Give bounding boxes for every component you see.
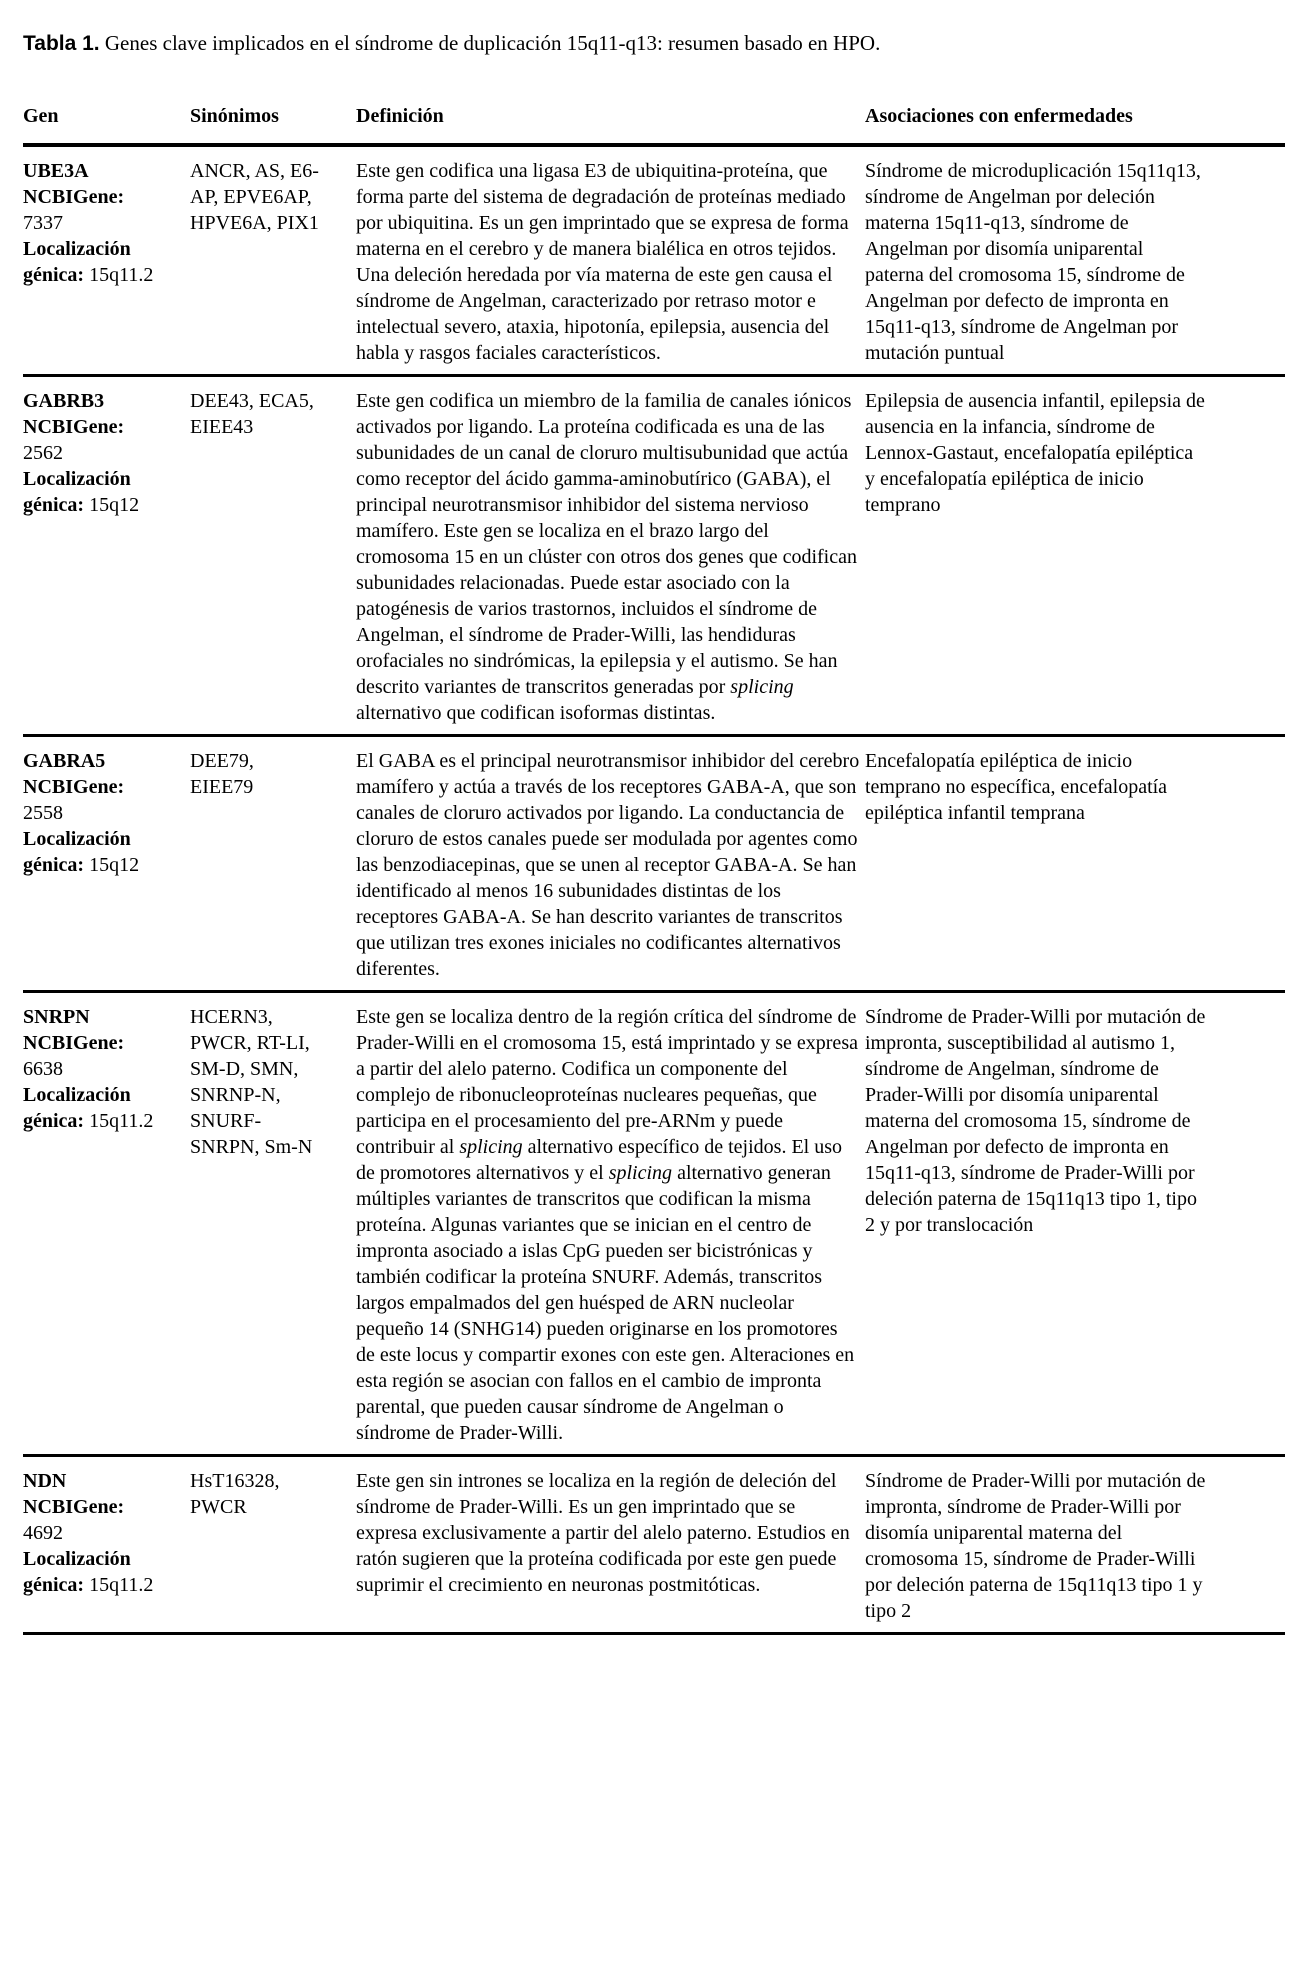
gene-ncbi-id: 2558 — [23, 802, 63, 824]
diseases-cell: Síndrome de Prader-Willi por mutación de impronta, susceptibilidad al autismo 1, síndrome de Angelman, síndrome de Prader-Willi por disomía uniparental materna del cromosoma 15, síndrome de Angelman por defecto de impronta en 15q11-q13, síndrome de Prader-Willi por deleción paterna de 15q11q13 tipo 1, tipo 2 y por translocación — [865, 1006, 1206, 1236]
gene-ncbi-id: 6638 — [23, 1058, 63, 1080]
table-caption-text: Genes clave implicados en el síndrome de duplicación 15q11-q13: resumen basado en HPO. — [99, 31, 881, 55]
gene-ncbi-label: NCBIGene: — [23, 776, 125, 798]
diseases-cell: Encefalopatía epiléptica de inicio temprano no específica, encefalopatía epiléptica infantil temprana — [865, 750, 1168, 824]
diseases-cell: Síndrome de microduplicación 15q11q13, síndrome de Angelman por deleción materna 15q11-q13, síndrome de Angelman por disomía uniparental paterna del cromosoma 15, síndrome de Angelman por defecto de impronta en 15q11-q13, síndrome de Angelman por mutación puntual — [865, 160, 1201, 364]
gene-ncbi-label: NCBIGene: — [23, 416, 125, 438]
gene-location-value: 15q11.2 — [89, 1574, 154, 1596]
gene-location-value: 15q12 — [89, 854, 140, 876]
definition-cell: Este gen codifica una ligasa E3 de ubiquitina-proteína, que forma parte del sistema de degradación de proteínas mediado por ubiquitina. Es un gen imprintado que se expresa de forma materna en el cerebro y de manera bialélica en otros tejidos. Una deleción heredada por vía materna de este gen causa el síndrome de Angelman, caracterizado por retraso motor e intelectual severo, ataxia, hipotonía, epilepsia, ausencia del habla y rasgos faciales característicos. — [356, 160, 849, 364]
table-caption-label: Tabla 1. — [23, 32, 100, 55]
genes-table — [23, 103, 1285, 1635]
gene-location-label: Localización génica: — [23, 828, 131, 876]
gene-ncbi-label: NCBIGene: — [23, 1032, 125, 1054]
gene-ncbi-label: NCBIGene: — [23, 186, 125, 208]
synonyms-cell: HCERN3, PWCR, RT-LI, SM-D, SMN, SNRNP-N, SNURF-SNRPN, Sm-N — [190, 1006, 313, 1158]
definition-cell: Este gen sin intrones se localiza en la región de deleción del síndrome de Prader-Willi. Es un gen imprintado que se expresa exclusivamente a partir del alelo paterno. Estudios en ratón sugieren que la proteína codificada por este gen puede suprimir el crecimiento en neuronas postmitóticas. — [356, 1470, 850, 1596]
gene-cell — [23, 1456, 190, 1634]
gene-ncbi-id: 4692 — [23, 1522, 63, 1544]
definition-cell: Este gen codifica un miembro de la familia de canales iónicos activados por ligando. La proteína codificada es una de las subunidades de un canal de cloruro multisubunidad que actúa como receptor del ácido gamma-aminobutírico (GABA), el principal neurotransmisor inhibidor del sistema nervioso mamífero. Este gen se localiza en el brazo largo del cromosoma 15 en un clúster con otros dos genes que codifican subunidades relacionadas. Puede estar asociado con la patogénesis de varios trastornos, incluidos el síndrome de Angelman, el síndrome de Prader-Willi, las hendiduras orofaciales no sindrómicas, la epilepsia y el autismo. Se han descrito variantes de transcritos generadas por splicing alternativo que codifican isoformas distintas. — [356, 390, 857, 724]
gene-location — [23, 236, 172, 288]
synonyms-cell: DEE79, EIEE79 — [190, 750, 254, 798]
gene-location — [23, 1082, 172, 1134]
gene-cell — [23, 145, 190, 376]
gene-cell — [23, 376, 190, 736]
diseases-cell: Síndrome de Prader-Willi por mutación de impronta, síndrome de Prader-Willi por disomía uniparental materna del cromosoma 15, síndrome de Prader-Willi por deleción paterna de 15q11q13 tipo 1 y tipo 2 — [865, 1470, 1206, 1622]
column-header-sinonimos: Sinónimos — [190, 105, 279, 127]
synonyms-cell: ANCR, AS, E6-AP, EPVE6AP, HPVE6A, PIX1 — [190, 160, 319, 234]
column-header-asociaciones: Asociaciones con enfermedades — [865, 105, 1133, 127]
synonyms-cell: DEE43, ECA5, EIEE43 — [190, 390, 314, 438]
gene-location-label: Localización génica: — [23, 468, 131, 516]
definition-cell: Este gen se localiza dentro de la región crítica del síndrome de Prader-Willi en el cromosoma 15, está imprintado y se expresa a partir del alelo paterno. Codifica un componente del complejo de ribonucleoproteínas nucleares pequeñas, que participa en el procesamiento del pre-ARNm y puede contribuir al splicing alternativo específico de tejidos. El uso de promotores alternativos y el splicing alternativo generan múltiples variantes de transcritos que codifican la misma proteína. Algunas variantes que se inician en el centro de impronta asociado a islas CpG pueden ser bicistrónicas y también codificar la proteína SNURF. Además, transcritos largos empalmados del gen huésped de ARN nucleolar pequeño 14 (SNHG14) pueden originarse en los promotores de este locus y compartir exones con este gen. Alteraciones en esta región se asocian con fallos en el cambio de impronta parental, que pueden causar síndrome de Angelman o síndrome de Prader-Willi. — [356, 1006, 858, 1444]
gene-symbol: SNRPN — [23, 1006, 90, 1028]
gene-ncbi-label: NCBIGene: — [23, 1496, 125, 1518]
synonyms-cell: HsT16328, PWCR — [190, 1470, 280, 1518]
definition-cell: El GABA es el principal neurotransmisor inhibidor del cerebro mamífero y actúa a través de los receptores GABA-A, que son canales de cloruro activados por ligando. La conductancia de cloruro de estos canales puede ser modulada por agentes como las benzodiacepinas, que se unen al receptor GABA-A. Se han identificado al menos 16 subunidades distintas de los receptores GABA-A. Se han descrito variantes de transcritos que utilizan tres exones iniciales no codificantes alternativos diferentes. — [356, 750, 860, 980]
table-row-ndn — [23, 1456, 1285, 1634]
gene-location-value: 15q11.2 — [89, 1110, 154, 1132]
table-row-gabra5 — [23, 736, 1285, 992]
gene-location-label: Localización génica: — [23, 238, 131, 286]
table-row-snrpn — [23, 992, 1285, 1456]
gene-location — [23, 466, 172, 518]
gene-location-label: Localización génica: — [23, 1548, 131, 1596]
gene-symbol: NDN — [23, 1470, 67, 1492]
gene-ncbi-id: 7337 — [23, 212, 63, 234]
gene-location-label: Localización génica: — [23, 1084, 131, 1132]
gene-symbol: UBE3A — [23, 160, 89, 182]
gene-ncbi-id: 2562 — [23, 442, 63, 464]
gene-location-value: 15q12 — [89, 494, 140, 516]
column-header-gen: Gen — [23, 105, 59, 127]
gene-cell — [23, 992, 190, 1456]
gene-location-value: 15q11.2 — [89, 264, 154, 286]
table-row-ube3a — [23, 145, 1285, 376]
gene-symbol: GABRB3 — [23, 390, 105, 412]
column-header-definicion: Definición — [356, 105, 444, 127]
table-caption — [23, 31, 1285, 56]
gene-cell — [23, 736, 190, 992]
gene-location — [23, 1546, 172, 1598]
gene-symbol: GABRA5 — [23, 750, 106, 772]
gene-location — [23, 826, 172, 878]
diseases-cell: Epilepsia de ausencia infantil, epilepsia de ausencia en la infancia, síndrome de Lennox-Gastaut, encefalopatía epiléptica y encefalopatía epiléptica de inicio temprano — [865, 390, 1205, 516]
table-row-gabrb3 — [23, 376, 1285, 736]
header-row — [23, 103, 1285, 145]
